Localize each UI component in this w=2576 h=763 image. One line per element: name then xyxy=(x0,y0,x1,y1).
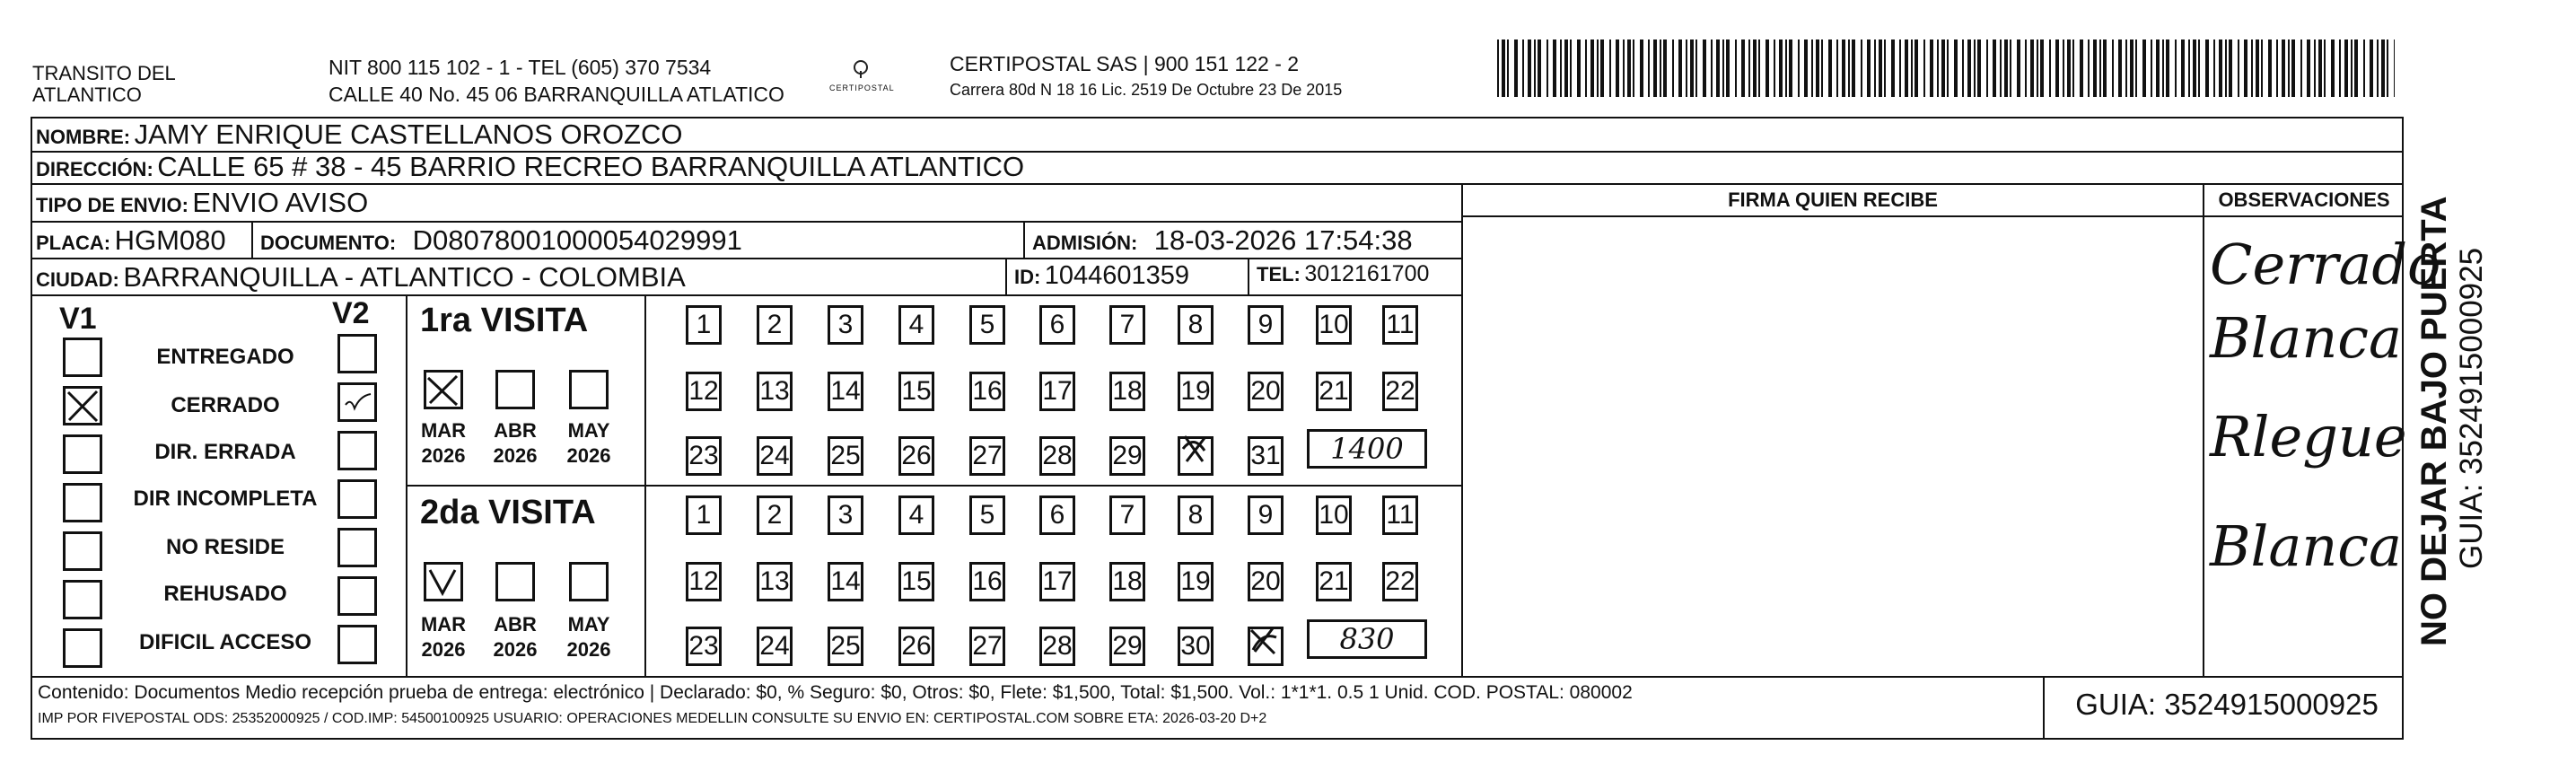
barcode-bar xyxy=(1947,39,1949,97)
barcode-bar xyxy=(1711,39,1713,97)
second-visit-time-box[interactable]: 830 xyxy=(1307,619,1427,659)
barcode-bar xyxy=(2363,39,2365,97)
certipostal-logo xyxy=(829,59,895,92)
first-visit-day-box[interactable]: 13 xyxy=(757,372,793,411)
second-visit-month-label-mar: MAR 2026 xyxy=(420,613,467,661)
ciudad-label: CIUDAD: xyxy=(36,268,119,291)
first-visit-day-box[interactable]: 10 xyxy=(1316,305,1352,345)
barcode-bar xyxy=(2010,39,2011,97)
barcode-bar xyxy=(2067,39,2071,97)
barcode-bar xyxy=(2125,39,2127,97)
agency-name: TRANSITO DEL ATLANTICO xyxy=(32,62,175,106)
first-visit-day-box[interactable]: 20 xyxy=(1248,372,1284,411)
license-line: Carrera 80d N 18 16 Lic. 2519 De Octubre 23 De 2015 xyxy=(950,81,1343,99)
footer-imp: IMP POR FIVEPOSTAL ODS: 25352000925 / COD.IMP: 54500100925 USUARIO: OPERACIONES MEDELLIN CONSULTE SU ENVIO EN: CERTIPOSTAL.COM SOBRE ETA: 2026-03-20 D+2 xyxy=(38,711,1267,726)
first-visit-month-abr[interactable] xyxy=(495,370,535,409)
placa-value: HGM080 xyxy=(114,224,226,256)
observation-1: Cerrado xyxy=(2210,232,2441,297)
first-visit-day-box[interactable]: 1 xyxy=(686,305,722,345)
barcode-bar xyxy=(2256,39,2259,97)
v1-checkbox-dificil-acceso[interactable] xyxy=(63,628,102,668)
barcode-bar xyxy=(2063,39,2064,97)
second-visit-day-box[interactable]: 25 xyxy=(828,627,863,666)
barcode-bar xyxy=(1758,39,1760,97)
second-visit-month-mar[interactable] xyxy=(424,562,463,601)
first-visit-day-box[interactable]: 17 xyxy=(1039,372,1075,411)
barcode-bar xyxy=(1861,39,1862,97)
barcode-bar xyxy=(1753,39,1757,97)
second-visit-day-box[interactable]: 10 xyxy=(1316,496,1352,535)
barcode-bar xyxy=(2288,39,2290,97)
barcode-bar xyxy=(1884,39,1886,97)
barcode-bar xyxy=(1821,39,1823,97)
second-visit-day-box[interactable]: 5 xyxy=(969,496,1005,535)
barcode-bar xyxy=(2142,39,2146,97)
barcode-bar xyxy=(1811,39,1813,97)
first-visit-day-box[interactable]: 22 xyxy=(1382,372,1418,411)
ciudad-row xyxy=(36,261,686,294)
second-visit-day-box[interactable]: 29 xyxy=(1109,627,1145,666)
second-visit-day-box[interactable]: 9 xyxy=(1248,496,1284,535)
placa-label: PLACA: xyxy=(36,232,111,254)
barcode-bar xyxy=(1507,39,1509,97)
second-visit-title: 2da VISITA xyxy=(420,494,596,531)
barcode-bar xyxy=(2261,39,2263,97)
barcode-bar xyxy=(1899,39,1901,97)
barcode-bar xyxy=(2175,39,2177,97)
barcode-bar xyxy=(2387,39,2388,97)
option-dir-errada: DIR. ERRADA xyxy=(154,440,296,464)
side-guia-text: GUIA: 3524915000925 xyxy=(2454,247,2489,569)
second-visit-day-box[interactable]: 17 xyxy=(1039,562,1075,601)
first-visit-day-box[interactable]: 28 xyxy=(1039,436,1075,476)
barcode-bar xyxy=(1686,39,1687,97)
check-mark-icon xyxy=(340,385,374,419)
direccion-value: CALLE 65 # 38 - 45 BARRIO RECREO BARRANQUILLA ATLANTICO xyxy=(157,151,1025,182)
second-visit-day-box[interactable]: 21 xyxy=(1316,562,1352,601)
barcode-bar xyxy=(1923,39,1925,97)
barcode-bar xyxy=(1663,39,1667,97)
first-visit-day-box[interactable]: 14 xyxy=(828,372,863,411)
observaciones-label: OBSERVACIONES xyxy=(2218,189,2390,211)
barcode-bar xyxy=(1967,39,1971,97)
barcode-bar xyxy=(1653,39,1657,97)
barcode-bar xyxy=(2118,39,2122,97)
second-visit-day-box[interactable]: 27 xyxy=(969,627,1005,666)
nombre-row xyxy=(36,118,683,151)
second-visit-day-box[interactable]: 24 xyxy=(757,627,793,666)
barcode-bar xyxy=(1538,39,1541,97)
footer-contenido: Contenido: Documentos Medio recepción prueba de entrega: electrónico | Declarado: $0, % Seguro: $0, Otros: $0, Flete: $1,500, Total: $1,500. Vol.: 1*1*1. 0.5 1 Unid. COD. POSTAL: 080002 xyxy=(38,682,1633,703)
second-visit-day-box[interactable]: 6 xyxy=(1039,496,1075,535)
ciudad-value: BARRANQUILLA - ATLANTICO - COLOMBIA xyxy=(123,261,686,293)
barcode-bar xyxy=(2037,39,2038,97)
barcode-bar xyxy=(2093,39,2097,97)
barcode-bar xyxy=(1905,39,1908,97)
barcode-bar xyxy=(2251,39,2253,97)
observation-3: Rlegue xyxy=(2210,404,2407,469)
barcode-bar xyxy=(2351,39,2353,97)
barcode-bar xyxy=(1633,39,1634,97)
barcode-bar xyxy=(1748,39,1750,97)
second-visit-day-box[interactable]: 13 xyxy=(757,562,793,601)
first-visit-day-box[interactable]: 29 xyxy=(1109,436,1145,476)
barcode-bar xyxy=(2156,39,2160,97)
first-visit-day-box[interactable]: 15 xyxy=(898,372,934,411)
second-visit-month-label-abr: ABR 2026 xyxy=(493,613,538,661)
barcode-bar xyxy=(1930,39,1933,97)
first-visit-day-box[interactable]: 24 xyxy=(757,436,793,476)
barcode-bar xyxy=(2244,39,2247,97)
barcode-bar xyxy=(2282,39,2285,97)
first-visit-month-may[interactable] xyxy=(569,370,609,409)
first-visit-day-box[interactable]: 16 xyxy=(969,372,1005,411)
barcode-bar xyxy=(2166,39,2169,97)
barcode-bar xyxy=(1804,39,1808,97)
barcode-bar xyxy=(1941,39,1945,97)
option-cerrado: CERRADO xyxy=(171,393,280,417)
barcode-bar xyxy=(2370,39,2373,97)
v2-checkbox-no-reside[interactable] xyxy=(337,528,377,567)
barcode-bar xyxy=(2040,39,2044,97)
barcode-bar xyxy=(2135,39,2137,97)
barcode-bar xyxy=(2219,39,2222,97)
second-visit-day-box[interactable]: 15 xyxy=(898,562,934,601)
barcode-bar xyxy=(1597,39,1599,97)
barcode-bar xyxy=(1623,39,1625,97)
first-visit-month-label-abr: ABR 2026 xyxy=(493,419,538,467)
barcode-bar xyxy=(1703,39,1706,97)
barcode-bar xyxy=(1600,39,1604,97)
barcode-bar xyxy=(1553,39,1556,97)
barcode-bar xyxy=(1891,39,1895,97)
barcode xyxy=(1497,39,2395,97)
v2-checkbox-entregado[interactable] xyxy=(337,334,377,373)
nombre-value: JAMY ENRIQUE CASTELLANOS OROZCO xyxy=(134,118,683,150)
barcode-bar xyxy=(2291,39,2295,97)
first-visit-time-box[interactable]: 1400 xyxy=(1307,429,1427,469)
barcode-bar xyxy=(1534,39,1536,97)
barcode-bar xyxy=(2193,39,2196,97)
barcode-bar xyxy=(1836,39,1838,97)
first-visit-month-label-may: MAY 2026 xyxy=(566,419,611,467)
barcode-bar xyxy=(2229,39,2232,97)
barcode-bar xyxy=(1640,39,1643,97)
option-rehusado: REHUSADO xyxy=(163,582,287,606)
footer-guia-box: GUIA: 3524915000925 xyxy=(2075,688,2379,721)
option-dir-incompleta: DIR INCOMPLETA xyxy=(133,487,318,511)
first-visit-day-box[interactable]: 3 xyxy=(828,305,863,345)
second-visit-day-box[interactable]: 3 xyxy=(828,496,863,535)
barcode-bar xyxy=(1609,39,1611,97)
barcode-bar xyxy=(1528,39,1531,97)
barcode-bar xyxy=(1627,39,1631,97)
id-label: ID: xyxy=(1014,266,1041,288)
nombre-label: NOMBRE: xyxy=(36,126,131,148)
barcode-bar xyxy=(2088,39,2090,97)
barcode-bar xyxy=(2099,39,2101,97)
barcode-bar xyxy=(1735,39,1737,97)
first-visit-day-box[interactable]: 6 xyxy=(1039,305,1075,345)
barcode-bar xyxy=(2354,39,2358,97)
barcode-bar xyxy=(2080,39,2083,97)
v1-checkbox-dir-incompleta[interactable] xyxy=(63,483,102,522)
barcode-bar xyxy=(1672,39,1674,97)
barcode-bar xyxy=(1852,39,1855,97)
second-visit-day-box[interactable]: 1 xyxy=(686,496,722,535)
barcode-bar xyxy=(2238,39,2239,97)
first-visit-day-box[interactable]: 26 xyxy=(898,436,934,476)
barcode-bar xyxy=(2025,39,2027,97)
barcode-bar xyxy=(2331,39,2335,97)
barcode-bar xyxy=(1564,39,1568,97)
barcode-bar xyxy=(2017,39,2020,97)
second-visit-month-may[interactable] xyxy=(569,562,609,601)
barcode-bar xyxy=(2055,39,2059,97)
v2-checkbox-rehusado[interactable] xyxy=(337,576,377,616)
second-visit-day-box[interactable]: 8 xyxy=(1178,496,1214,535)
barcode-bar xyxy=(2103,39,2107,97)
admision-value: 18-03-2026 17:54:38 xyxy=(1153,224,1413,256)
v2-label: V2 xyxy=(332,296,370,330)
v1-label: V1 xyxy=(59,302,97,336)
logo-icon xyxy=(843,59,879,79)
tel-row xyxy=(1257,261,1429,287)
documento-value: D08078001000054029991 xyxy=(412,224,742,256)
barcode-bar xyxy=(2381,39,2385,97)
second-visit-day-box[interactable]: 7 xyxy=(1109,496,1145,535)
option-dificil-acceso: DIFICIL ACCESO xyxy=(138,630,311,654)
second-visit-day-box[interactable]: 18 xyxy=(1109,562,1145,601)
first-visit-day-box[interactable]: 11 xyxy=(1382,305,1418,345)
barcode-bar xyxy=(1977,39,1981,97)
barcode-bar xyxy=(1828,39,1832,97)
id-row xyxy=(1014,261,1189,291)
barcode-bar xyxy=(1726,39,1730,97)
barcode-bar xyxy=(1577,39,1581,97)
barcode-bar xyxy=(2000,39,2002,97)
barcode-bar xyxy=(1779,39,1783,97)
check-mark-icon xyxy=(426,565,460,599)
observation-4: Blanca xyxy=(2210,513,2402,579)
first-visit-day-box[interactable]: 4 xyxy=(898,305,934,345)
barcode-bar xyxy=(1816,39,1819,97)
admision-label: ADMISIÓN: xyxy=(1032,232,1138,254)
barcode-bar xyxy=(1879,39,1882,97)
barcode-bar xyxy=(2181,39,2185,97)
tipo-value: ENVIO AVISO xyxy=(192,187,369,218)
barcode-bar xyxy=(2205,39,2209,97)
v2-checkbox-cerrado[interactable] xyxy=(337,382,377,422)
barcode-bar xyxy=(1660,39,1661,97)
barcode-bar xyxy=(1986,39,1988,97)
barcode-bar xyxy=(1716,39,1720,97)
barcode-bar xyxy=(1848,39,1850,97)
barcode-bar xyxy=(2339,39,2341,97)
first-visit-day-box[interactable]: 9 xyxy=(1248,305,1284,345)
second-visit-day-box[interactable]: 20 xyxy=(1248,562,1284,601)
barcode-bar xyxy=(1974,39,1976,97)
no-dejar-text: NO DEJAR BAJO PUERTA xyxy=(2414,196,2454,646)
barcode-bar xyxy=(2268,39,2272,97)
firma-label: FIRMA QUIEN RECIBE xyxy=(1728,189,1938,211)
second-visit-day-box[interactable]: 11 xyxy=(1382,496,1418,535)
barcode-bar xyxy=(1937,39,1939,97)
first-visit-month-label-mar: MAR 2026 xyxy=(420,419,467,467)
barcode-bar xyxy=(2225,39,2227,97)
barcode-bar xyxy=(1546,39,1548,97)
id-value: 1044601359 xyxy=(1044,261,1190,290)
barcode-bar xyxy=(2030,39,2034,97)
v2-checkbox-dificil-acceso[interactable] xyxy=(337,625,377,664)
barcode-bar xyxy=(1585,39,1587,97)
barcode-bar xyxy=(1690,39,1694,97)
admision-row xyxy=(1032,224,1413,257)
barcode-bar xyxy=(1678,39,1682,97)
v1-checkbox-dir-errada[interactable] xyxy=(63,434,102,474)
v1-checkbox-entregado[interactable] xyxy=(63,338,102,377)
barcode-bar xyxy=(1766,39,1769,97)
barcode-bar xyxy=(1695,39,1697,97)
second-visit-day-box[interactable]: 26 xyxy=(898,627,934,666)
second-visit-day-box[interactable]: 28 xyxy=(1039,627,1075,666)
first-visit-day-box[interactable]: 23 xyxy=(686,436,722,476)
barcode-bar xyxy=(2300,39,2302,97)
barcode-bar xyxy=(2394,39,2395,97)
second-visit-day-box[interactable]: 14 xyxy=(828,562,863,601)
barcode-bar xyxy=(2276,39,2278,97)
first-visit-day-30-mark xyxy=(1178,431,1210,467)
direccion-row xyxy=(36,151,1024,183)
tel-value: 3012161700 xyxy=(1304,261,1430,286)
placa-row xyxy=(36,224,226,257)
barcode-bar xyxy=(2307,39,2310,97)
barcode-bar xyxy=(2198,39,2200,97)
first-visit-day-box[interactable]: 31 xyxy=(1248,436,1284,476)
tipo-row xyxy=(36,187,368,219)
side-text xyxy=(2414,108,2490,646)
barcode-bar xyxy=(2049,39,2051,97)
first-visit-month-mar[interactable] xyxy=(424,370,463,409)
first-visit-day-box[interactable]: 5 xyxy=(969,305,1005,345)
second-visit-day-box[interactable]: 12 xyxy=(686,562,722,601)
barcode-bar xyxy=(1741,39,1745,97)
v1-checkbox-cerrado[interactable] xyxy=(63,386,102,425)
barcode-bar xyxy=(1616,39,1619,97)
second-visit-month-label-may: MAY 2026 xyxy=(566,613,611,661)
first-visit-day-box[interactable]: 19 xyxy=(1178,372,1214,411)
tipo-label: TIPO DE ENVIO: xyxy=(36,194,188,216)
first-visit-day-box[interactable]: 8 xyxy=(1178,305,1214,345)
barcode-bar xyxy=(2377,39,2379,97)
barcode-bar xyxy=(1993,39,1996,97)
barcode-bar xyxy=(1842,39,1845,97)
barcode-bar xyxy=(2314,39,2316,97)
check-x-icon xyxy=(426,373,460,407)
second-visit-day-box[interactable]: 22 xyxy=(1382,562,1418,601)
barcode-bar xyxy=(1911,39,1913,97)
barcode-bar xyxy=(2004,39,2008,97)
barcode-bar xyxy=(1789,39,1792,97)
second-visit-day-box[interactable]: 4 xyxy=(898,496,934,535)
barcode-bar xyxy=(2324,39,2326,97)
second-visit-day-box[interactable]: 30 xyxy=(1178,627,1214,666)
barcode-bar xyxy=(1502,39,1505,97)
nit-line: NIT 800 115 102 - 1 - TEL (605) 370 7534 xyxy=(329,56,712,79)
documento-label: DOCUMENTO: xyxy=(260,232,397,254)
barcode-bar xyxy=(1954,39,1958,97)
observation-2: Blanca xyxy=(2210,305,2402,371)
barcode-bar xyxy=(1962,39,1964,97)
v1-checkbox-rehusado[interactable] xyxy=(63,580,102,619)
second-visit-day-box[interactable]: 16 xyxy=(969,562,1005,601)
first-visit-day-box[interactable]: 25 xyxy=(828,436,863,476)
second-visit-day-31-mark xyxy=(1248,623,1280,659)
company-line: CERTIPOSTAL SAS | 900 151 122 - 2 xyxy=(950,52,1300,75)
first-visit-day-box[interactable]: 21 xyxy=(1316,372,1352,411)
barcode-bar xyxy=(1590,39,1594,97)
barcode-bar xyxy=(1914,39,1918,97)
barcode-bar xyxy=(1570,39,1572,97)
option-no-reside: NO RESIDE xyxy=(165,535,285,559)
barcode-bar xyxy=(1497,39,1499,97)
barcode-bar xyxy=(1722,39,1724,97)
barcode-bar xyxy=(1867,39,1871,97)
barcode-bar xyxy=(2151,39,2152,97)
v1-checkbox-no-reside[interactable] xyxy=(63,531,102,571)
barcode-bar xyxy=(2318,39,2322,97)
documento-row xyxy=(260,224,742,257)
second-visit-month-abr[interactable] xyxy=(495,562,535,601)
option-entregado: ENTREGADO xyxy=(156,345,294,369)
v2-checkbox-dir-errada[interactable] xyxy=(337,431,377,470)
first-visit-day-box[interactable]: 7 xyxy=(1109,305,1145,345)
address-line: CALLE 40 No. 45 06 BARRANQUILLA ATLATICO xyxy=(329,83,784,106)
barcode-bar xyxy=(2112,39,2114,97)
first-visit-day-box[interactable]: 2 xyxy=(757,305,793,345)
first-visit-title: 1ra VISITA xyxy=(420,302,589,339)
second-visit-day-box[interactable]: 2 xyxy=(757,496,793,535)
barcode-bar xyxy=(2072,39,2074,97)
barcode-bar xyxy=(1774,39,1775,97)
first-visit-day-box[interactable]: 18 xyxy=(1109,372,1145,411)
check-x-icon xyxy=(66,389,100,423)
first-visit-day-box[interactable]: 27 xyxy=(969,436,1005,476)
v2-checkbox-dir-incompleta[interactable] xyxy=(337,479,377,519)
second-visit-day-box[interactable]: 23 xyxy=(686,627,722,666)
tel-label: TEL: xyxy=(1257,263,1301,285)
logo-text: CERTIPOSTAL xyxy=(829,83,895,92)
barcode-bar xyxy=(2344,39,2348,97)
barcode-bar xyxy=(2188,39,2190,97)
barcode-bar xyxy=(1514,39,1518,97)
barcode-bar xyxy=(1648,39,1650,97)
barcode-bar xyxy=(1798,39,1800,97)
second-visit-day-box[interactable]: 19 xyxy=(1178,562,1214,601)
barcode-bar xyxy=(2130,39,2134,97)
first-visit-day-box[interactable]: 12 xyxy=(686,372,722,411)
barcode-bar xyxy=(2162,39,2164,97)
barcode-bar xyxy=(1560,39,1562,97)
barcode-bar xyxy=(1522,39,1524,97)
barcode-bar xyxy=(1874,39,1876,97)
barcode-bar xyxy=(2213,39,2215,97)
direccion-label: DIRECCIÓN: xyxy=(36,158,153,180)
barcode-bar xyxy=(1785,39,1787,97)
